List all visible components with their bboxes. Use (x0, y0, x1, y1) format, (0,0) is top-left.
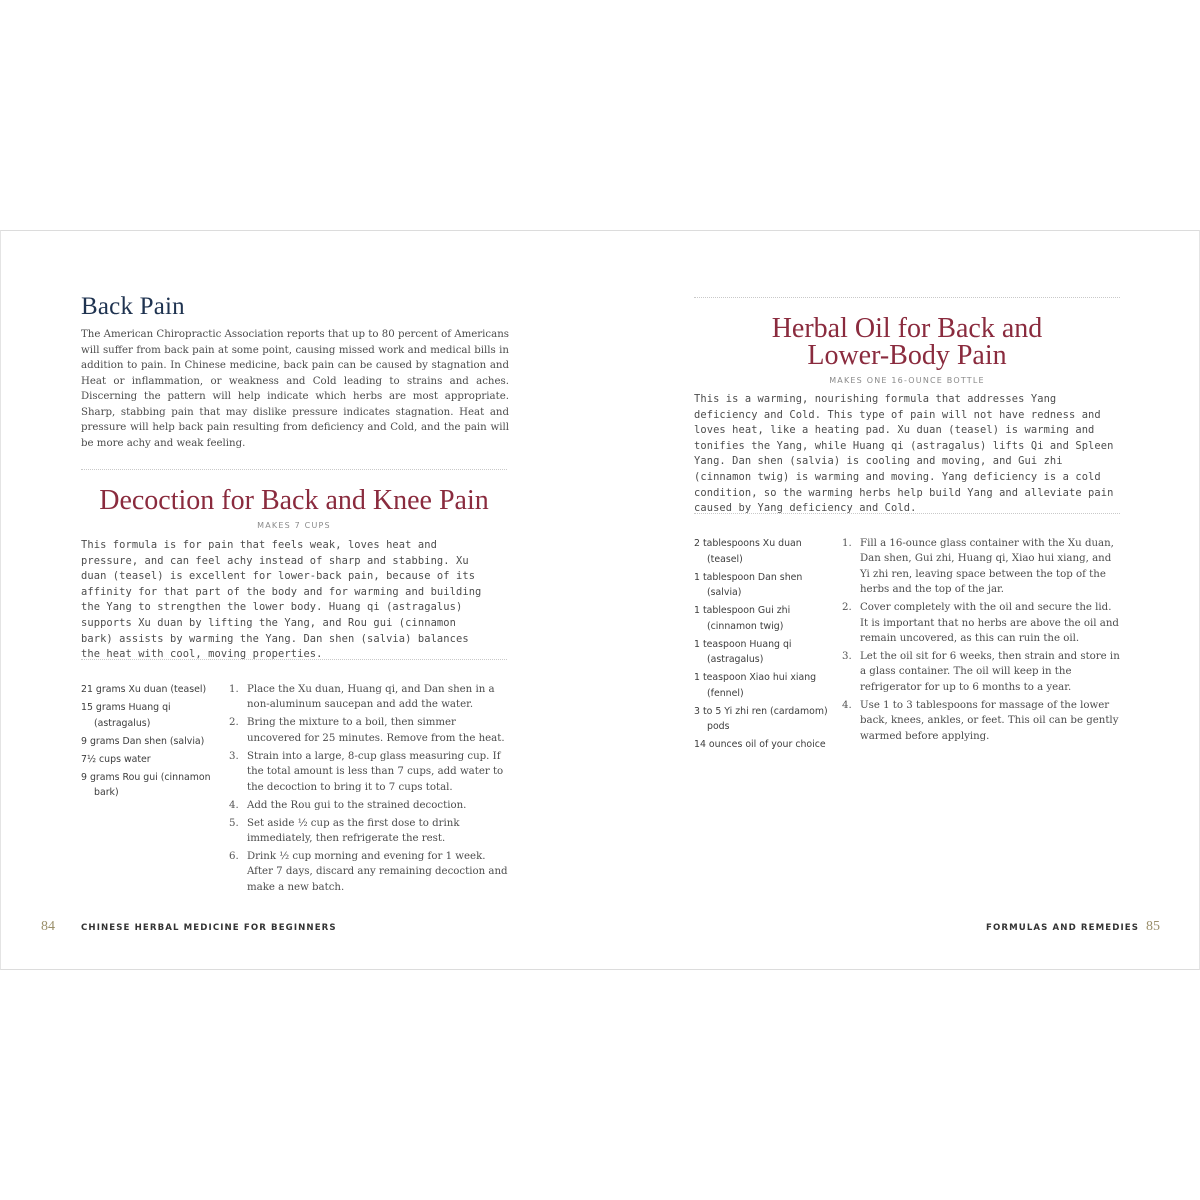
recipe-yield: MAKES 7 CUPS (257, 521, 331, 530)
ingredient-item: 1 teaspoon Huang qi (astragalus) (694, 638, 792, 666)
page-number: 84 (41, 919, 55, 934)
ingredient-item: 2 tablespoons Xu duan (teasel) (694, 538, 802, 565)
method-step (229, 715, 509, 746)
step-number: 4. (229, 799, 239, 811)
method-step (229, 749, 509, 795)
recipe-divider (81, 659, 507, 660)
ingredient-item: 3 to 5 Yi zhi ren (cardamom) pods (694, 705, 828, 733)
section-title: Back Pain (81, 293, 185, 320)
step-text: Add the Rou gui to the strained decoction. (247, 799, 467, 811)
ingredient-item: 1 tablespoon Gui zhi (cinnamon twig) (694, 605, 791, 632)
left-page (1, 231, 601, 971)
method-step (842, 536, 1122, 598)
step-text: Let the oil sit for 6 weeks, then strain and store in a glass container. The oil will keep in the refrigerator for up to 6 months to a year. (860, 651, 1120, 693)
recipe-intro: This formula is for pain that feels weak, loves heat and pressure, and can feel achy instead of sharp and stabbing. Xu duan (teasel) is excellent for lower-back pain, because of its affinity for that part of the body and for warming and building the Yang to strengthen the lower body. Huang qi (astragalus) supports Xu duan by lifting the Yang, and Rou gui (cinnamon bark) assists by warming the Yang. Dan shen (salvia) balances the heat with cool, moving properties. (81, 539, 482, 661)
step-number: 4. (842, 699, 852, 711)
step-number: 2. (842, 602, 852, 614)
running-head: FORMULAS AND REMEDIES (986, 923, 1140, 933)
step-text: Set aside ½ cup as the first dose to drink immediately, then refrigerate the rest. (247, 817, 460, 845)
ingredient-item: 15 grams Huang qi (astragalus) (81, 701, 171, 729)
section-divider (81, 469, 507, 470)
method-steps (229, 682, 509, 898)
step-text: Bring the mixture to a boil, then simmer uncovered for 25 minutes. Remove from the heat. (247, 717, 505, 744)
method-steps (842, 536, 1122, 747)
step-text: Strain into a large, 8-cup glass measuring cup. If the total amount is less than 7 cups, add water to the decoction to bring it to 7 cups total. (247, 750, 504, 793)
running-head: CHINESE HERBAL MEDICINE FOR BEGINNERS (81, 923, 337, 933)
book-spread (0, 230, 1200, 970)
step-number: 1. (842, 538, 852, 549)
recipe-title-line-2: Lower-Body Pain (807, 340, 1007, 371)
step-number: 1. (229, 684, 239, 695)
method-step (229, 798, 509, 813)
right-page (601, 231, 1200, 971)
page-number: 85 (1146, 919, 1160, 934)
recipe-divider (694, 513, 1120, 514)
ingredient-item: 1 tablespoon Dan shen (salvia) (694, 571, 803, 599)
recipe-title-line-1: Herbal Oil for Back and (771, 313, 1043, 344)
ingredient-item: 9 grams Dan shen (salvia) (81, 735, 205, 747)
step-text: Fill a 16-ounce glass container with the Xu duan, Dan shen, Gui zhi, Huang qi, Xiao hui xiang, and Yi zhi ren, leaving space between the top of the herbs and the top of the jar. (860, 538, 1114, 596)
ingredient-item: 7½ cups water (81, 753, 151, 765)
recipe-intro: This is a warming, nourishing formula that addresses Yang deficiency and Cold. This type of pain will not have redness and loves heat, like a heating pad. Xu duan (teasel) is warming and tonifies the Yang, while Huang qi (astragalus) lifts Qi and Spleen Yang. Dan shen (salvia) is cooling and moving, and Gui zhi (cinnamon twig) is warming and moving. Yang deficiency is a cold condition, so the warming herbs help build Yang and alleviate pain caused by Yang deficiency and Cold. (694, 393, 1114, 515)
method-step (229, 849, 509, 895)
method-step (842, 698, 1122, 744)
method-step (229, 682, 509, 713)
ingredient-list (694, 536, 834, 755)
ingredient-list (81, 682, 211, 803)
recipe-yield: MAKES ONE 16-OUNCE BOTTLE (829, 376, 985, 385)
method-step (842, 649, 1122, 695)
ingredient-item: 9 grams Rou gui (cinnamon bark) (81, 771, 211, 799)
step-number: 2. (229, 717, 239, 729)
ingredient-item: 21 grams Xu duan (teasel) (81, 684, 207, 695)
step-number: 3. (229, 750, 239, 762)
step-text: Use 1 to 3 tablespoons for massage of the lower back, knees, ankles, or feet. This oil can be gently warmed before applying. (860, 699, 1119, 742)
step-number: 5. (229, 817, 239, 829)
step-text: Place the Xu duan, Huang qi, and Dan shen in a non-aluminum saucepan and add the water. (247, 684, 495, 711)
top-divider (694, 297, 1120, 298)
method-step (842, 600, 1122, 646)
step-text: Cover completely with the oil and secure the lid. It is important that no herbs are above the oil and remain uncovered, as this can ruin the oil. (860, 602, 1119, 645)
step-text: Drink ½ cup morning and evening for 1 week. After 7 days, discard any remaining decoction and make a new batch. (247, 851, 508, 893)
section-body: The American Chiropractic Association reports that up to 80 percent of Americans will suffer from back pain at some point, causing missed work and medical bills in addition to pain. In Chinese medicine, back pain can be caused by stagnation and Heat or inflammation, or weakness and Cold leading to strains and aches. Discerning the pattern will help indicate which herbs are most appropriate. Sharp, stabbing pain that may dislike pressure indicates stagnation. Heat and pressure will help back pain resulting from deficiency and Cold, and the pain will be more achy and weak feeling. (81, 329, 509, 449)
ingredient-item: 1 teaspoon Xiao hui xiang (fennel) (694, 672, 817, 699)
recipe-title: Decoction for Back and Knee Pain (99, 485, 489, 516)
step-number: 3. (842, 651, 852, 663)
step-number: 6. (229, 851, 239, 863)
recipe-title (694, 315, 1120, 369)
ingredient-item: 14 ounces oil of your choice (694, 739, 826, 751)
method-step (229, 816, 509, 847)
